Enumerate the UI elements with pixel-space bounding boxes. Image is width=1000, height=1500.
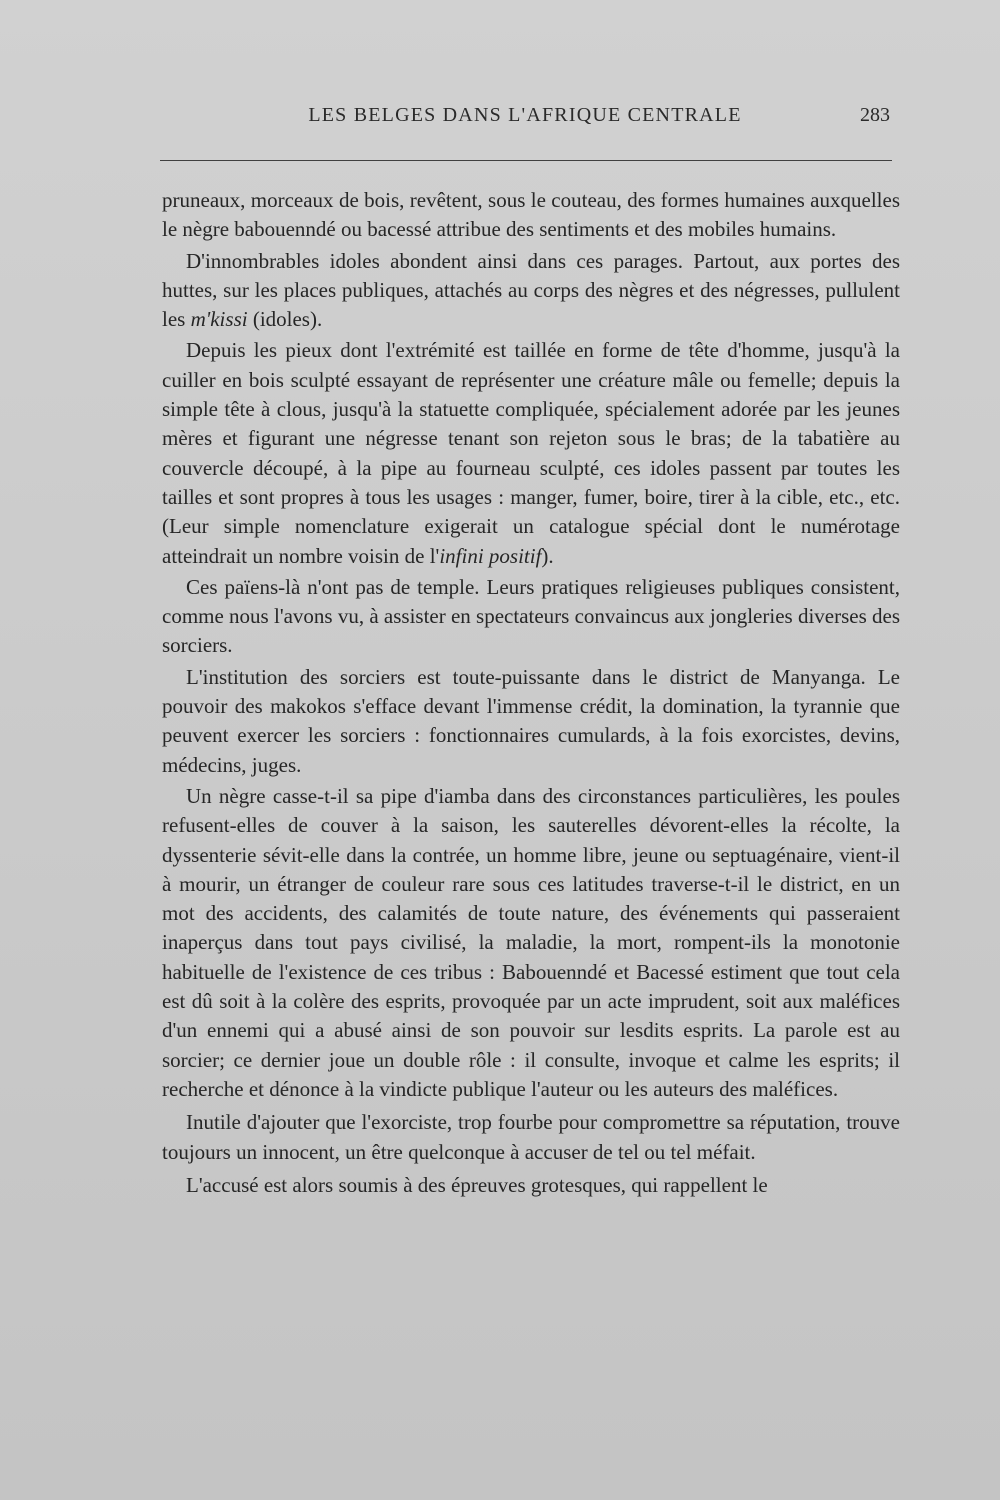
body-text [162, 186, 900, 1202]
paragraph-1-text: pruneaux, morceaux de bois, revêtent, sous le couteau, des formes humaines auxquelles le nègre babouenndé ou bacessé attribue des sentiments et des mobiles humains. [162, 188, 900, 242]
paragraph-6 [162, 782, 900, 1104]
running-title: LES BELGES DANS L'AFRIQUE CENTRALE [308, 104, 742, 126]
paragraph-3-tail: ). [541, 543, 554, 568]
paragraph-8-text: L'accusé est alors soumis à des épreuves grotesques, qui rappellent le [186, 1172, 768, 1197]
paragraph-6-text: Un nègre casse-t-il sa pipe d'iamba dans des circonstances particulières, les poules refusent-elles de couver à la saison, les sauterelles dévorent-elles la récolte, la dyssenterie sévit-elle dans la contrée, un homme libre, jeune ou septuagénaire, vient-il à mourir, un étranger de couleur rare sous ces latitudes traverse-t-il le district, en un mot des accidents, des calamités de toute nature, des événements qui passeraient inaperçus dans tout pays civilisé, la maladie, la mort, rompent-ils la monotonie habituelle de l'existence de ces tribus : Babouenndé et Bacessé estiment que tout cela est dû soit à la colère des esprits, provoquée par un acte imprudent, soit aux maléfices d'un ennemi qui a abusé ainsi de son pouvoir sur lesdits esprits. La parole est au sorcier; ce dernier joue un double rôle : il consulte, invoque et calme les esprits; il recherche et dénonce à la vindicte publique l'auteur ou les auteurs des maléfices. [162, 783, 900, 1101]
paragraph-2-italic: m'kissi [190, 307, 248, 332]
paragraph-2 [162, 247, 900, 335]
paragraph-2-tail: (idoles). [247, 307, 323, 332]
paragraph-8 [162, 1171, 900, 1200]
paragraph-2-text: D'innombrables idoles abondent ainsi dans ces parages. Partout, aux portes des huttes, sur les places publiques, attachés au corps des nègres et des négresses, pullulent les [162, 248, 900, 332]
page-number: 283 [860, 104, 890, 126]
paragraph-3 [162, 336, 900, 570]
header-rule [160, 160, 892, 161]
paragraph-4 [162, 573, 900, 661]
paragraph-7-text: Inutile d'ajouter que l'exorciste, trop fourbe pour compromettre sa réputation, trouve toujours un innocent, un être quelconque à accuser de tel ou tel méfait. [162, 1110, 900, 1164]
paragraph-3-italic: infini positif [439, 543, 542, 568]
paragraph-5 [162, 663, 900, 780]
paragraph-4-text: Ces païens-là n'ont pas de temple. Leurs pratiques religieuses publiques consistent, comme nous l'avons vu, à assister en spectateurs convaincus aux jongleries diverses des sorciers. [162, 574, 901, 658]
paragraph-7 [162, 1108, 900, 1167]
paragraph-5-text: L'institution des sorciers est toute-puissante dans le district de Manyanga. Le pouvoir des makokos s'efface devant l'immense crédit, la domination, la tyrannie que peuvent exercer les sorciers : fonctionnaires cumulards, à la fois exorcistes, devins, médecins, juges. [162, 664, 900, 777]
running-header [160, 104, 890, 136]
paragraph-3-text: Depuis les pieux dont l'extrémité est taillée en forme de tête d'homme, jusqu'à la cuiller en bois sculpté essayant de représenter une créature mâle ou femelle; depuis la simple tête à clous, jusqu'à la statuette compliquée, spécialement adorée par les jeunes mères et figurant une négresse tenant son rejeton sous le bras; de la tabatière au couvercle découpé, à la pipe au fourneau sculpté, ces idoles passent par toutes les tailles et sont propres à tous les usages : manger, fumer, boire, tirer à la cible, etc., etc. (Leur simple nomenclature exigerait un catalogue spécial dont le numérotage atteindrait un nombre voisin de l' [162, 338, 900, 568]
paragraph-1 [162, 186, 900, 245]
